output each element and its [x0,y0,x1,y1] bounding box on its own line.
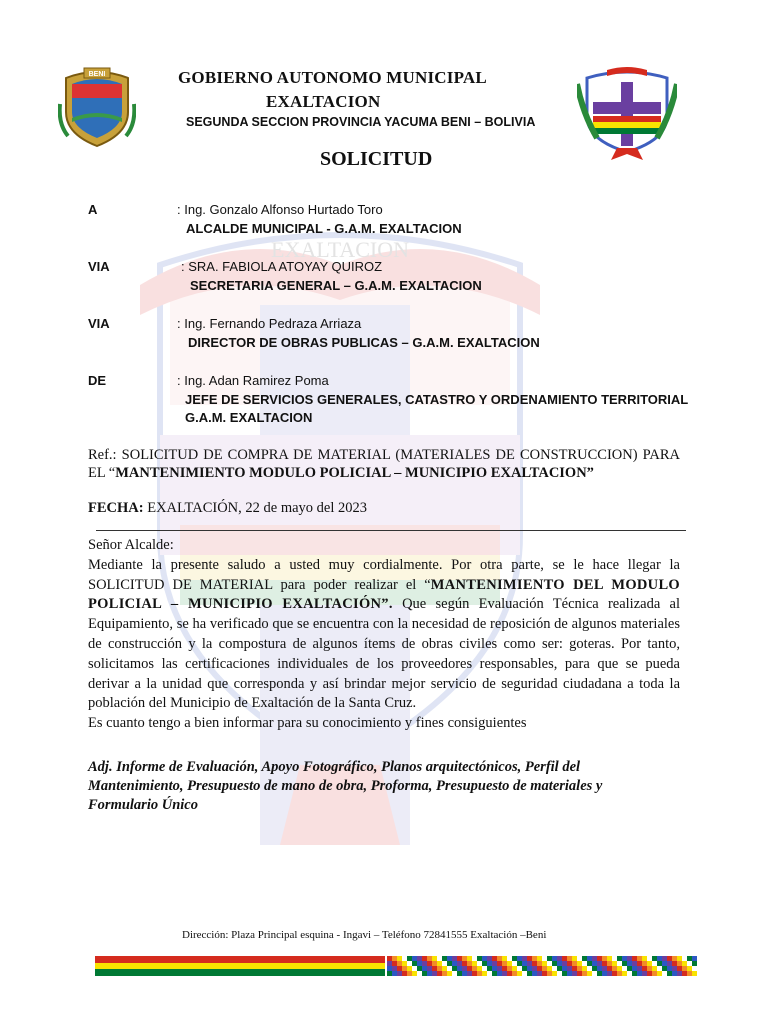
recipient-label-de: DE [88,373,107,388]
recipient-role-de-line2: G.A.M. EXALTACION [185,410,313,425]
recipient-name-via1: : SRA. FABIOLA ATOYAY QUIROZ [181,259,383,274]
reference-line: Ref.: SOLICITUD DE COMPRA DE MATERIAL (MATERIALES DE CONSTRUCCION) PARA EL “MANTENIMIENTO MODULO POLICIAL – MUNICIPIO EXALTACION” [88,447,680,481]
recipient-label-a: A [88,202,98,217]
exaltacion-emblem-icon [577,64,677,160]
recipient-role-de: JEFE DE SERVICIOS GENERALES, CATASTRO Y ORDENAMIENTO TERRITORIAL [185,392,689,407]
recipient-name-de: : Ing. Adan Ramirez Poma [177,373,329,388]
header-subtitle: SEGUNDA SECCION PROVINCIA YACUMA BENI – BOLIVIA [186,115,536,129]
greeting: Señor Alcalde: [88,537,174,553]
attachments-note: Adj. Informe de Evaluación, Apoyo Fotográfico, Planos arquitectónicos, Perfil del Mantenimiento, Presupuesto de mano de obra, Proforma, Presupuesto de materiales y Formulario Único [88,759,603,813]
recipient-name-a: : Ing. Gonzalo Alfonso Hurtado Toro [177,202,383,217]
date-value: EXALTACIÓN, 22 de mayo del 2023 [143,500,368,516]
flag-stripe [95,956,703,976]
document-title: SOLICITUD [320,148,433,170]
recipient-role-via1: SECRETARIA GENERAL – G.A.M. EXALTACION [190,278,482,293]
recipient-role-a: ALCALDE MUNICIPAL - G.A.M. EXALTACION [186,221,462,236]
footer-address: Dirección: Plaza Principal esquina - Ingavi – Teléfono 72841555 Exaltación –Beni [182,929,547,941]
closing-line: Es cuanto tengo a bien informar para su conocimiento y fines consiguientes [88,715,527,732]
date-label: FECHA: [88,500,144,516]
divider [96,530,686,531]
watermark-shield [140,205,540,845]
beni-emblem-icon [58,64,136,150]
watermark-text: EXALTACION [271,237,409,262]
body-paragraph: Mediante la presente saludo a usted muy cordialmente. Por otra parte, se le hace llegar la SOLICITUD DE MATERIAL para poder realizar el “MANTENIMIENTO DEL MODULO POLICIAL – MUNICIPIO EXALTACIÓN”. Que según Evaluación Técnica realizada al Equipamiento, se ha verificado que se encuentra con la necesidad de reposición de algunos materiales de construcción y la compostura de algunos ítems de obras civiles como ser: goteras. Por tanto, solicitamos las certificaciones individuales de los proveedores responsables, para que se pueda derivar a la unidad que corresponda y así brindar mejor servicio de seguridad ciudadana a toda la población del Municipio de Exaltación de la Santa Cruz. [88,556,681,712]
recipient-name-via2: : Ing. Fernando Pedraza Arriaza [177,316,362,331]
date-line [88,500,367,517]
header-title-line1: GOBIERNO AUTONOMO MUNICIPAL [178,68,487,87]
recipient-label-via1: VIA [88,259,110,274]
recipient-role-via2: DIRECTOR DE OBRAS PUBLICAS – G.A.M. EXALTACION [188,335,540,350]
header-title-line2: EXALTACION [266,92,381,111]
recipient-label-via2: VIA [88,316,110,331]
letter-body [88,536,680,734]
emblem-label: BENI [88,71,106,78]
